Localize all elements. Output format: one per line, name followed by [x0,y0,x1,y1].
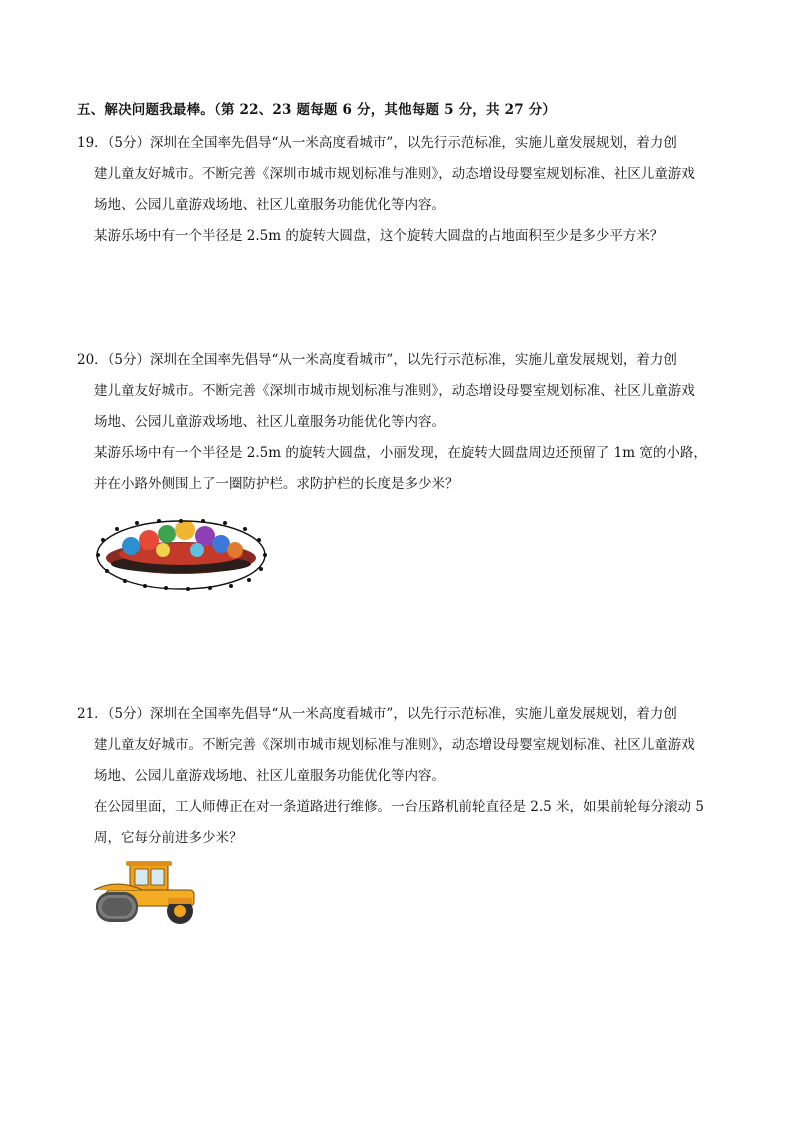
road-roller-drawing [92,856,204,931]
question-21-line-3: 场地、公园儿童游戏场地、社区儿童服务功能优化等内容。 [94,768,445,784]
road-roller-illustration [92,856,204,931]
question-19-line-3: 场地、公园儿童游戏场地、社区儿童服务功能优化等内容。 [94,197,445,213]
question-19-line-1: 19．（5分）深圳在全国率先倡导“从一米高度看城市”，以先行示范标准，实施儿童发展规划，着力创 [77,135,677,151]
carousel-drawing [93,508,273,594]
question-21-line-1: 21．（5分）深圳在全国率先倡导“从一米高度看城市”，以先行示范标准，实施儿童发展规划，着力创 [77,706,677,722]
question-21-line-2: 建儿童友好城市。不断完善《深圳市城市规划标准与准则》，动态增设母婴室规划标准、社区儿童游戏 [94,737,695,753]
question-20-line-1: 20．（5分）深圳在全国率先倡导“从一米高度看城市”，以先行示范标准，实施儿童发展规划，着力创 [77,352,677,368]
question-20-line-5: 并在小路外侧围上了一圈防护栏。求防护栏的长度是多少米？ [94,476,459,492]
question-20-line-4: 某游乐场中有一个半径是 2.5m 的旋转大圆盘，小丽发现，在旋转大圆盘周边还预留了 1m 宽的小路， [94,445,707,461]
question-21-line-5: 周，它每分前进多少米？ [94,830,243,846]
question-20-line-3: 场地、公园儿童游戏场地、社区儿童服务功能优化等内容。 [94,414,445,430]
question-19 [77,128,727,252]
question-20 [77,345,727,500]
question-20-line-2: 建儿童友好城市。不断完善《深圳市城市规划标准与准则》，动态增设母婴室规划标准、社区儿童游戏 [94,383,695,399]
question-19-line-2: 建儿童友好城市。不断完善《深圳市城市规划标准与准则》，动态增设母婴室规划标准、社区儿童游戏 [94,166,695,182]
carousel-illustration [93,508,273,594]
question-19-line-4: 某游乐场中有一个半径是 2.5m 的旋转大圆盘，这个旋转大圆盘的占地面积至少是多少平方米？ [94,228,664,244]
section-title: 五、解决问题我最棒。（第 22、23 题每题 6 分，其他每题 5 分，共 27 分） [77,102,557,118]
question-21-line-4: 在公园里面，工人师傅正在对一条道路进行维修。一台压路机前轮直径是 2.5 米，如果前轮每分滚动 5 [94,799,704,815]
question-21 [77,699,727,854]
